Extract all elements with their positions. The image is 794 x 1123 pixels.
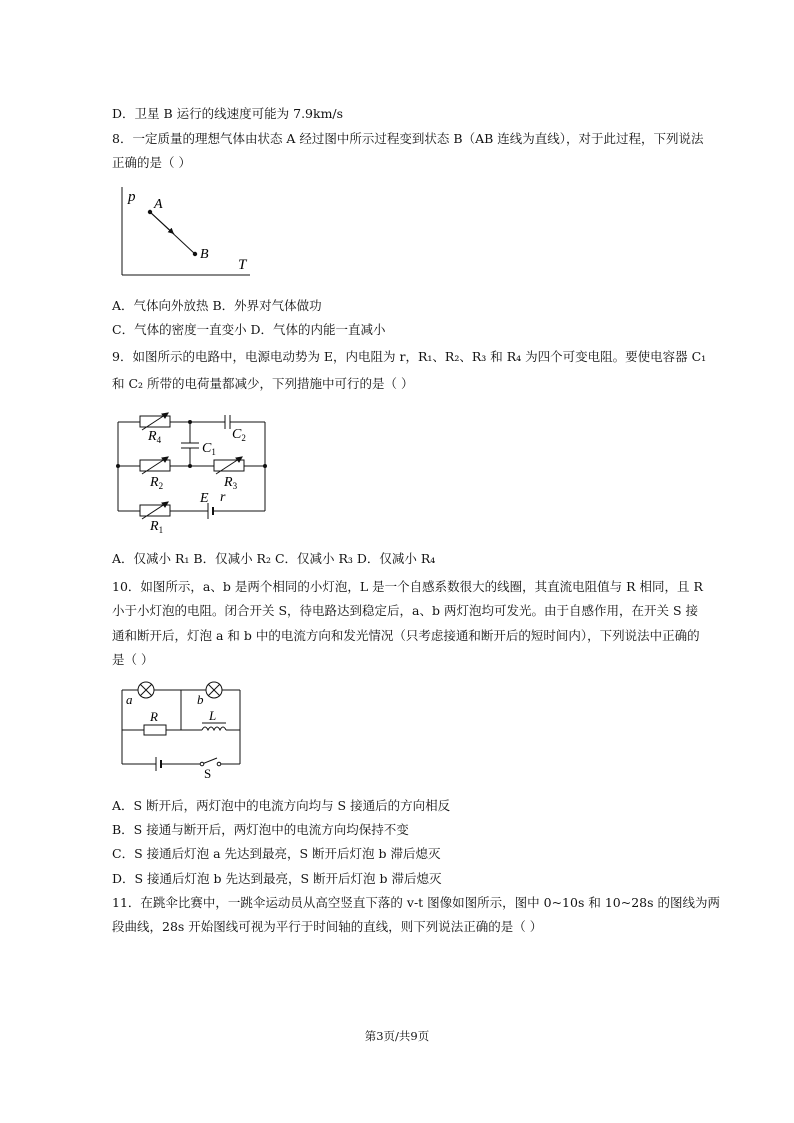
label-emf: E bbox=[200, 491, 209, 506]
q10-stem-line2: 小于小灯泡的电阻。闭合开关 S，待电路达到稳定后，a、b 两灯泡均可发光。由于自感作用，在开关 S 接 bbox=[112, 603, 698, 618]
q10-option-a: A．S 断开后，两灯泡中的电流方向均与 S 接通后的方向相反 bbox=[112, 798, 451, 813]
label-r: R bbox=[150, 709, 158, 724]
junction-top bbox=[188, 420, 192, 424]
label-c1: $C_1$ bbox=[202, 441, 216, 457]
q10-stem-line3: 通和断开后，灯泡 a 和 b 中的电流方向和发光情况（只考虑接通和断开后的短时间内），下列说法中正确的 bbox=[112, 628, 700, 643]
q10-stem-line4: 是（ ） bbox=[112, 652, 154, 667]
page-footer: 第3页/共9页 bbox=[364, 1029, 430, 1043]
junction-mid bbox=[188, 464, 192, 468]
pt-diagram bbox=[110, 183, 260, 283]
q10-option-b: B．S 接通与断开后，两灯泡中的电流方向均保持不变 bbox=[112, 822, 409, 837]
junction-right bbox=[263, 464, 267, 468]
q9-stem-line2: 和 C₂ 所带的电荷量都减少，下列措施中可行的是（ ） bbox=[112, 376, 414, 391]
label-switch: S bbox=[204, 766, 212, 781]
q11-stem-line2: 段曲线，28s 开始图线可视为平行于时间轴的直线，则下列说法正确的是（ ） bbox=[112, 919, 543, 934]
q8-stem-line2: 正确的是（ ） bbox=[112, 155, 191, 170]
label-r3: $R_3$ bbox=[224, 475, 238, 491]
label-l: L bbox=[209, 708, 217, 723]
label-r2: $R_2$ bbox=[150, 475, 164, 491]
q10-option-d: D．S 接通后灯泡 b 先达到最亮，S 断开后灯泡 b 滞后熄灭 bbox=[112, 871, 442, 886]
label-r1: $R_1$ bbox=[150, 519, 164, 535]
junction-left bbox=[116, 464, 120, 468]
label-internal-r: r bbox=[220, 490, 226, 505]
q8-options-row2: C．气体的密度一直变小 D．气体的内能一直减小 bbox=[112, 322, 386, 337]
label-c2: $C_2$ bbox=[232, 427, 246, 443]
q8-stem-line1: 8．一定质量的理想气体由状态 A 经过图中所示过程变到状态 B（AB 连线为直线），对于此过程，下列说法 bbox=[112, 131, 704, 146]
option-d-previous: D．卫星 B 运行的线速度可能为 7.9km/s bbox=[112, 106, 344, 121]
label-lamp-b: b bbox=[197, 692, 204, 707]
inductor-circuit-diagram bbox=[114, 678, 254, 782]
capacitor-circuit-diagram bbox=[112, 408, 272, 538]
label-r4: $R_4$ bbox=[148, 429, 162, 445]
q10-option-c: C．S 接通后灯泡 a 先达到最亮，S 断开后灯泡 b 滞后熄灭 bbox=[112, 846, 441, 861]
q8-options-row1: A．气体向外放热 B．外界对气体做功 bbox=[112, 298, 322, 313]
q11-stem-line1: 11．在跳伞比赛中，一跳伞运动员从高空竖直下落的 v-t 图像如图所示，图中 0~10s 和 10~28s 的图线为两 bbox=[112, 895, 721, 910]
p-axis-label: p bbox=[128, 189, 136, 205]
label-b: B bbox=[200, 247, 209, 262]
process-arrow bbox=[150, 212, 174, 234]
t-axis-label: T bbox=[238, 257, 247, 273]
q10-stem-line1: 10．如图所示，a、b 是两个相同的小灯泡，L 是一个自感系数很大的线圈，其直流电阻值与 R 相同，且 R bbox=[112, 579, 703, 594]
switch-blade bbox=[202, 758, 217, 764]
resistor-r bbox=[144, 725, 166, 735]
q9-stem-line1: 9．如图所示的电路中，电源电动势为 E，内电阻为 r，R₁、R₂、R₃ 和 R₄ 为四个可变电阻。要使电容器 C₁ bbox=[112, 349, 707, 364]
label-a: A bbox=[154, 197, 163, 212]
inductor-coil bbox=[202, 727, 226, 730]
label-lamp-a: a bbox=[126, 692, 133, 707]
q9-options: A．仅减小 R₁ B．仅减小 R₂ C．仅减小 R₃ D．仅减小 R₄ bbox=[112, 551, 436, 566]
